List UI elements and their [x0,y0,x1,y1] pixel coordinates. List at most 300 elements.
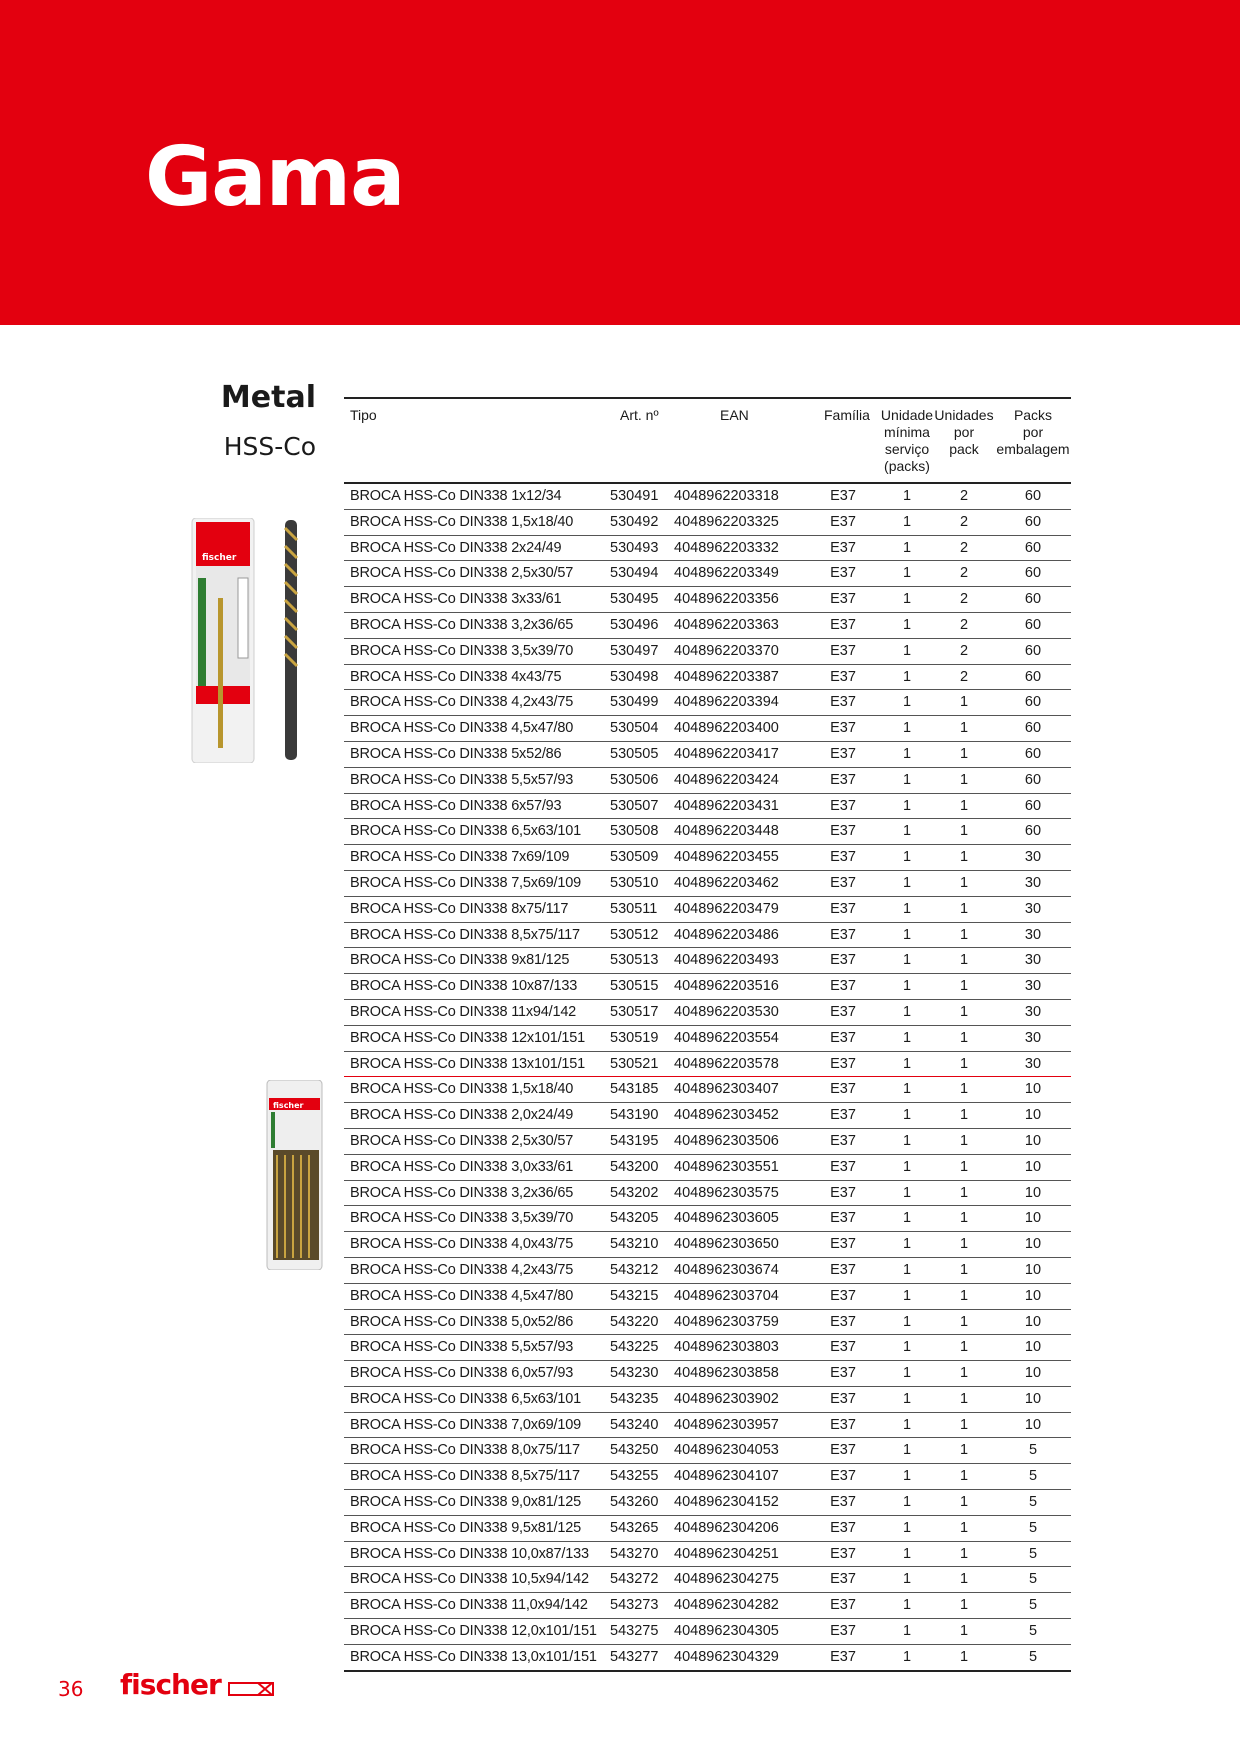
cell-unidade-minima: 1 [902,591,912,608]
cell-art: 543212 [610,1261,659,1278]
cell-unidades-por-pack: 1 [959,926,969,943]
cell-unidade-minima: 1 [902,1107,912,1124]
table-row [344,484,1071,510]
header-tipo: Tipo [350,407,377,423]
table-row [344,665,1071,691]
cell-tipo: BROCA HSS-Co DIN338 10x87/133 [350,978,578,995]
cell-tipo: BROCA HSS-Co DIN338 7,0x69/109 [350,1416,581,1433]
cell-unidades-por-pack: 2 [959,539,969,556]
cell-ean: 4048962203370 [674,642,779,659]
cell-tipo: BROCA HSS-Co DIN338 3,5x39/70 [350,642,574,659]
cell-packs-por-embalagem: 30 [1024,874,1042,891]
cell-ean: 4048962303803 [674,1339,779,1356]
cell-tipo: BROCA HSS-Co DIN338 6,0x57/93 [350,1365,574,1382]
cell-tipo: BROCA HSS-Co DIN338 9,0x81/125 [350,1494,581,1511]
cell-familia: E37 [830,1236,856,1253]
cell-unidades-por-pack: 1 [959,694,969,711]
cell-tipo: BROCA HSS-Co DIN338 2,5x30/57 [350,1132,574,1149]
cell-packs-por-embalagem: 30 [1024,1003,1042,1020]
cell-unidades-por-pack: 1 [959,771,969,788]
cell-packs-por-embalagem: 5 [1028,1494,1038,1511]
cell-familia: E37 [830,1055,856,1072]
cell-packs-por-embalagem: 10 [1024,1081,1042,1098]
cell-tipo: BROCA HSS-Co DIN338 4,5x47/80 [350,1287,574,1304]
cell-tipo: BROCA HSS-Co DIN338 1x12/34 [350,488,562,504]
table-row [344,1567,1071,1593]
cell-familia: E37 [830,591,856,608]
table-row [344,1181,1071,1207]
cell-art: 543255 [610,1468,659,1485]
cell-unidades-por-pack: 1 [959,874,969,891]
cell-unidades-por-pack: 2 [959,668,969,685]
svg-text:fischer: fischer [202,553,237,563]
cell-tipo: BROCA HSS-Co DIN338 5x52/86 [350,745,562,762]
cell-unidades-por-pack: 1 [959,1416,969,1433]
cell-unidades-por-pack: 1 [959,797,969,814]
cell-art: 543185 [610,1081,659,1098]
cell-unidade-minima: 1 [902,1184,912,1201]
cell-unidades-por-pack: 1 [959,1494,969,1511]
cell-packs-por-embalagem: 10 [1024,1416,1042,1433]
table-row [344,1464,1071,1490]
cell-familia: E37 [830,1597,856,1614]
cell-familia: E37 [830,978,856,995]
cell-unidade-minima: 1 [902,1029,912,1046]
cell-art: 530495 [610,591,659,608]
cell-unidades-por-pack: 1 [959,1623,969,1640]
cell-packs-por-embalagem: 30 [1024,926,1042,943]
table-row [344,1516,1071,1542]
table-row [344,1490,1071,1516]
cell-art: 530494 [610,565,659,582]
cell-ean: 4048962304107 [674,1468,779,1485]
cell-packs-por-embalagem: 5 [1028,1623,1038,1640]
cell-tipo: BROCA HSS-Co DIN338 10,5x94/142 [350,1571,589,1588]
cell-familia: E37 [830,1339,856,1356]
cell-ean: 4048962303957 [674,1416,779,1433]
cell-unidades-por-pack: 1 [959,1468,969,1485]
cell-art: 530515 [610,978,659,995]
cell-unidade-minima: 1 [902,1623,912,1640]
cell-unidades-por-pack: 1 [959,1545,969,1562]
cell-unidade-minima: 1 [902,1442,912,1459]
cell-familia: E37 [830,771,856,788]
cell-unidade-minima: 1 [902,874,912,891]
cell-tipo: BROCA HSS-Co DIN338 3x33/61 [350,591,562,608]
cell-familia: E37 [830,1545,856,1562]
cell-unidade-minima: 1 [902,1365,912,1382]
table-row [344,1335,1071,1361]
cell-ean: 4048962304152 [674,1494,779,1511]
cell-tipo: BROCA HSS-Co DIN338 6x57/93 [350,797,562,814]
cell-familia: E37 [830,565,856,582]
table-row [344,974,1071,1000]
brand-logo-mark-icon [228,1680,274,1698]
cell-ean: 4048962303759 [674,1313,779,1330]
cell-familia: E37 [830,1107,856,1124]
header-unidade-minima: Unidade mínima serviço (packs) [880,407,934,474]
cell-unidade-minima: 1 [902,1081,912,1098]
cell-unidade-minima: 1 [902,616,912,633]
cell-unidades-por-pack: 1 [959,1313,969,1330]
cell-familia: E37 [830,1132,856,1149]
cell-unidades-por-pack: 1 [959,1029,969,1046]
cell-packs-por-embalagem: 10 [1024,1390,1042,1407]
cell-unidades-por-pack: 1 [959,1261,969,1278]
cell-tipo: BROCA HSS-Co DIN338 7x69/109 [350,849,570,866]
cell-packs-por-embalagem: 60 [1024,513,1042,530]
cell-unidade-minima: 1 [902,513,912,530]
cell-art: 530519 [610,1029,659,1046]
cell-unidades-por-pack: 1 [959,900,969,917]
cell-art: 543240 [610,1416,659,1433]
cell-unidade-minima: 1 [902,720,912,737]
cell-unidades-por-pack: 1 [959,1365,969,1382]
cell-ean: 4048962303575 [674,1184,779,1201]
cell-unidade-minima: 1 [902,745,912,762]
cell-art: 543270 [610,1545,659,1562]
cell-packs-por-embalagem: 60 [1024,539,1042,556]
cell-familia: E37 [830,1287,856,1304]
cell-ean: 4048962203400 [674,720,779,737]
cell-ean: 4048962303858 [674,1365,779,1382]
cell-art: 530511 [610,900,658,917]
cell-unidade-minima: 1 [902,1597,912,1614]
cell-ean: 4048962303605 [674,1210,779,1227]
cell-familia: E37 [830,926,856,943]
cell-unidades-por-pack: 1 [959,1571,969,1588]
cell-tipo: BROCA HSS-Co DIN338 12,0x101/151 [350,1623,597,1640]
cell-art: 543260 [610,1494,659,1511]
cell-packs-por-embalagem: 60 [1024,771,1042,788]
cell-ean: 4048962203387 [674,668,779,685]
cell-ean: 4048962303452 [674,1107,779,1124]
table-row [344,768,1071,794]
cell-art: 543210 [610,1236,659,1253]
cell-art: 530506 [610,771,659,788]
cell-packs-por-embalagem: 30 [1024,952,1042,969]
cell-unidades-por-pack: 1 [959,1003,969,1020]
header-unidades-por-pack: Unidades por pack [934,407,994,457]
cell-tipo: BROCA HSS-Co DIN338 6,5x63/101 [350,1390,581,1407]
cell-unidade-minima: 1 [902,1494,912,1511]
cell-familia: E37 [830,1029,856,1046]
cell-tipo: BROCA HSS-Co DIN338 11,0x94/142 [350,1597,588,1614]
section-subtitle: HSS-Co [223,432,316,461]
cell-tipo: BROCA HSS-Co DIN338 2x24/49 [350,539,562,556]
cell-packs-por-embalagem: 5 [1028,1597,1038,1614]
cell-packs-por-embalagem: 10 [1024,1158,1042,1175]
cell-unidade-minima: 1 [902,1545,912,1562]
table-row [344,1542,1071,1568]
cell-unidade-minima: 1 [902,1055,912,1072]
cell-tipo: BROCA HSS-Co DIN338 3,2x36/65 [350,616,574,633]
cell-familia: E37 [830,1365,856,1382]
cell-unidade-minima: 1 [902,668,912,685]
table-row [344,819,1071,845]
cell-tipo: BROCA HSS-Co DIN338 3,2x36/65 [350,1184,574,1201]
cell-art: 530505 [610,745,659,762]
cell-art: 543205 [610,1210,659,1227]
cell-unidade-minima: 1 [902,1571,912,1588]
cell-familia: E37 [830,668,856,685]
cell-ean: 4048962203349 [674,565,779,582]
cell-familia: E37 [830,1261,856,1278]
cell-familia: E37 [830,823,856,840]
cell-tipo: BROCA HSS-Co DIN338 4,0x43/75 [350,1236,574,1253]
cell-packs-por-embalagem: 60 [1024,745,1042,762]
cell-art: 530492 [610,513,659,530]
cell-tipo: BROCA HSS-Co DIN338 5,0x52/86 [350,1313,574,1330]
cell-unidades-por-pack: 2 [959,513,969,530]
cell-art: 543272 [610,1571,659,1588]
cell-unidades-por-pack: 1 [959,1597,969,1614]
cell-ean: 4048962304053 [674,1442,779,1459]
table-row [344,1103,1071,1129]
cell-packs-por-embalagem: 10 [1024,1287,1042,1304]
cell-packs-por-embalagem: 5 [1028,1442,1038,1459]
cell-ean: 4048962303551 [674,1158,779,1175]
cell-packs-por-embalagem: 60 [1024,642,1042,659]
cell-art: 530517 [610,1003,659,1020]
table-row [344,1000,1071,1026]
cell-art: 543202 [610,1184,659,1201]
cell-ean: 4048962203486 [674,926,779,943]
cell-unidade-minima: 1 [902,1236,912,1253]
header-packs-por-embalagem: Packs por embalagem [996,407,1070,457]
cell-ean: 4048962203417 [674,745,779,762]
cell-ean: 4048962303407 [674,1081,779,1098]
cell-familia: E37 [830,1416,856,1433]
table-row [344,1052,1071,1078]
cell-unidade-minima: 1 [902,926,912,943]
cell-ean: 4048962303902 [674,1390,779,1407]
cell-tipo: BROCA HSS-Co DIN338 8,5x75/117 [350,926,580,943]
cell-unidade-minima: 1 [902,1468,912,1485]
cell-unidade-minima: 1 [902,1132,912,1149]
table-row [344,742,1071,768]
cell-familia: E37 [830,720,856,737]
cell-unidade-minima: 1 [902,1313,912,1330]
cell-art: 530513 [610,952,659,969]
cell-familia: E37 [830,488,856,504]
cell-ean: 4048962203554 [674,1029,779,1046]
cell-art: 543273 [610,1597,659,1614]
cell-ean: 4048962203431 [674,797,779,814]
cell-tipo: BROCA HSS-Co DIN338 5,5x57/93 [350,771,574,788]
cell-art: 530510 [610,874,659,891]
cell-art: 530496 [610,616,659,633]
cell-unidades-por-pack: 1 [959,1107,969,1124]
cell-unidade-minima: 1 [902,978,912,995]
cell-packs-por-embalagem: 60 [1024,720,1042,737]
cell-art: 543190 [610,1107,659,1124]
table-body [344,484,1071,1672]
cell-packs-por-embalagem: 5 [1028,1519,1038,1536]
cell-unidades-por-pack: 2 [959,642,969,659]
cell-tipo: BROCA HSS-Co DIN338 4,5x47/80 [350,720,574,737]
table-row [344,1593,1071,1619]
cell-tipo: BROCA HSS-Co DIN338 10,0x87/133 [350,1545,589,1562]
cell-familia: E37 [830,1648,856,1665]
cell-packs-por-embalagem: 60 [1024,565,1042,582]
cell-packs-por-embalagem: 60 [1024,616,1042,633]
cell-art: 530499 [610,694,659,711]
cell-tipo: BROCA HSS-Co DIN338 8x75/117 [350,900,569,917]
cell-familia: E37 [830,874,856,891]
table-row [344,1387,1071,1413]
header-ean: EAN [720,407,749,423]
cell-familia: E37 [830,1003,856,1020]
cell-unidade-minima: 1 [902,771,912,788]
cell-tipo: BROCA HSS-Co DIN338 3,5x39/70 [350,1210,574,1227]
cell-tipo: BROCA HSS-Co DIN338 8,0x75/117 [350,1442,580,1459]
cell-packs-por-embalagem: 60 [1024,668,1042,685]
cell-ean: 4048962303650 [674,1236,779,1253]
table-row [344,923,1071,949]
cell-unidades-por-pack: 1 [959,849,969,866]
cell-ean: 4048962203448 [674,823,779,840]
table-row [344,536,1071,562]
cell-tipo: BROCA HSS-Co DIN338 4,2x43/75 [350,694,574,711]
cell-ean: 4048962203332 [674,539,779,556]
cell-ean: 4048962304206 [674,1519,779,1536]
cell-packs-por-embalagem: 10 [1024,1107,1042,1124]
table-row [344,690,1071,716]
cell-familia: E37 [830,745,856,762]
table-row [344,1645,1071,1672]
cell-unidade-minima: 1 [902,694,912,711]
cell-art: 530493 [610,539,659,556]
cell-familia: E37 [830,1623,856,1640]
cell-unidades-por-pack: 1 [959,1287,969,1304]
cell-unidade-minima: 1 [902,797,912,814]
cell-unidades-por-pack: 1 [959,1648,969,1665]
cell-art: 530497 [610,642,659,659]
cell-unidade-minima: 1 [902,900,912,917]
cell-packs-por-embalagem: 60 [1024,797,1042,814]
cell-unidades-por-pack: 2 [959,616,969,633]
cell-ean: 4048962303506 [674,1132,779,1149]
cell-familia: E37 [830,797,856,814]
cell-unidades-por-pack: 1 [959,1132,969,1149]
table-row [344,1258,1071,1284]
cell-unidade-minima: 1 [902,1158,912,1175]
table-row [344,1206,1071,1232]
cell-ean: 4048962203318 [674,488,779,504]
cell-ean: 4048962203325 [674,513,779,530]
cell-ean: 4048962203479 [674,900,779,917]
cell-art: 543265 [610,1519,659,1536]
cell-art: 530509 [610,849,659,866]
cell-ean: 4048962304329 [674,1648,779,1665]
cell-art: 530521 [610,1055,659,1072]
cell-ean: 4048962203455 [674,849,779,866]
cell-unidades-por-pack: 1 [959,978,969,995]
cell-unidades-por-pack: 1 [959,1390,969,1407]
cell-packs-por-embalagem: 5 [1028,1571,1038,1588]
cell-packs-por-embalagem: 5 [1028,1648,1038,1665]
cell-unidades-por-pack: 2 [959,591,969,608]
table-row [344,1026,1071,1052]
table-row [344,1361,1071,1387]
cell-unidades-por-pack: 1 [959,1055,969,1072]
cell-ean: 4048962203516 [674,978,779,995]
table-row [344,716,1071,742]
cell-packs-por-embalagem: 30 [1024,849,1042,866]
table-row [344,1129,1071,1155]
cell-unidades-por-pack: 1 [959,745,969,762]
header-band [0,0,1240,325]
cell-familia: E37 [830,952,856,969]
cell-packs-por-embalagem: 30 [1024,1029,1042,1046]
cell-unidade-minima: 1 [902,1287,912,1304]
cell-unidades-por-pack: 1 [959,1210,969,1227]
cell-familia: E37 [830,1571,856,1588]
cell-ean: 4048962304251 [674,1545,779,1562]
cell-tipo: BROCA HSS-Co DIN338 1,5x18/40 [350,1081,574,1098]
page-title: Gama [145,130,405,225]
cell-familia: E37 [830,1468,856,1485]
cell-tipo: BROCA HSS-Co DIN338 9x81/125 [350,952,570,969]
cell-ean: 4048962304275 [674,1571,779,1588]
cell-packs-por-embalagem: 60 [1024,488,1042,504]
cell-art: 543275 [610,1623,659,1640]
table-row [344,1438,1071,1464]
cell-unidades-por-pack: 1 [959,1184,969,1201]
cell-tipo: BROCA HSS-Co DIN338 4x43/75 [350,668,562,685]
cell-unidades-por-pack: 1 [959,1519,969,1536]
cell-art: 543235 [610,1390,659,1407]
cell-ean: 4048962203356 [674,591,779,608]
cell-unidade-minima: 1 [902,849,912,866]
cell-art: 530504 [610,720,659,737]
cell-unidade-minima: 1 [902,952,912,969]
cell-tipo: BROCA HSS-Co DIN338 6,5x63/101 [350,823,581,840]
cell-art: 530512 [610,926,659,943]
cell-ean: 4048962203394 [674,694,779,711]
cell-unidade-minima: 1 [902,565,912,582]
table-row [344,561,1071,587]
cell-packs-por-embalagem: 30 [1024,1055,1042,1072]
cell-packs-por-embalagem: 10 [1024,1184,1042,1201]
cell-familia: E37 [830,1184,856,1201]
cell-packs-por-embalagem: 10 [1024,1365,1042,1382]
cell-unidade-minima: 1 [902,642,912,659]
cell-unidades-por-pack: 1 [959,720,969,737]
brand-logo: fischer [120,1668,221,1701]
cell-tipo: BROCA HSS-Co DIN338 13x101/151 [350,1055,585,1072]
cell-tipo: BROCA HSS-Co DIN338 2,0x24/49 [350,1107,574,1124]
cell-familia: E37 [830,694,856,711]
cell-unidades-por-pack: 1 [959,823,969,840]
table-row [344,1619,1071,1645]
cell-familia: E37 [830,513,856,530]
cell-packs-por-embalagem: 60 [1024,823,1042,840]
header-art: Art. nº [620,407,659,423]
cell-unidades-por-pack: 1 [959,1158,969,1175]
table-row [344,587,1071,613]
cell-packs-por-embalagem: 10 [1024,1313,1042,1330]
table-row [344,897,1071,923]
cell-packs-por-embalagem: 30 [1024,978,1042,995]
cell-packs-por-embalagem: 30 [1024,900,1042,917]
cell-packs-por-embalagem: 5 [1028,1545,1038,1562]
cell-packs-por-embalagem: 5 [1028,1468,1038,1485]
cell-packs-por-embalagem: 10 [1024,1132,1042,1149]
table-row [344,1155,1071,1181]
cell-familia: E37 [830,1158,856,1175]
